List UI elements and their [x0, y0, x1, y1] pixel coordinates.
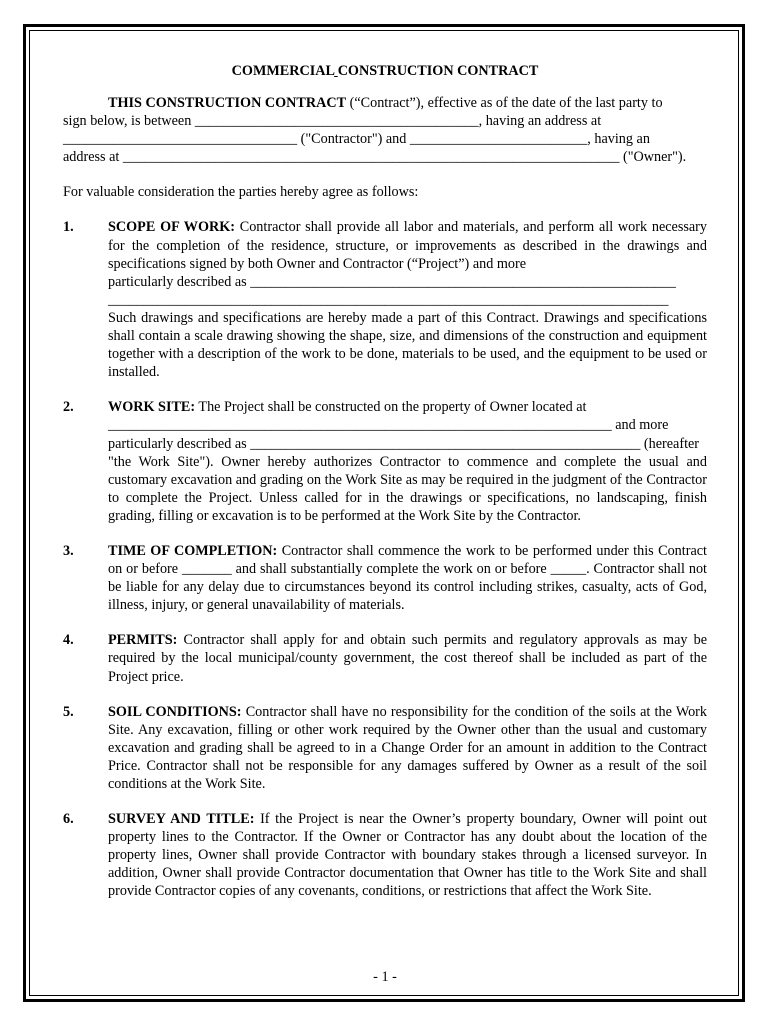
section-number: 5. [63, 703, 74, 720]
document-title [63, 62, 707, 80]
section-soil-conditions [63, 703, 707, 793]
section-blank-line: _______________________________________________________________________ and more [108, 417, 669, 434]
section-number: 6. [63, 811, 74, 828]
title-part-1: COMMERCIAL [231, 63, 335, 79]
section-blank-line: particularly described as _______________________________________________________ (hereafter [108, 435, 700, 452]
title-part-2: CONSTRUCTION CONTRACT [337, 63, 539, 79]
section-heading: WORK SITE: [108, 399, 196, 416]
section-number: 1. [63, 219, 74, 236]
section-heading: PERMITS: [108, 632, 178, 649]
section-permits [63, 631, 707, 685]
section-blank-line: _______________________________________________________________________________ [108, 291, 669, 308]
intro-line-4: address at ______________________________________________________________________ ("Owner"). [63, 149, 687, 166]
section-text: "the Work Site"). Owner hereby authorizes Contractor to commence and complete the usual and customary excavation and grading on the Work Site as may be required in the judgment of the Contractor to complete the Project. Unless called for in the drawings or specifications, no landscaping, finish grading, filling or excavation is to be performed at the Work Site by the Contractor. [108, 453, 707, 524]
section-number: 4. [63, 632, 74, 649]
intro-lead: THIS CONSTRUCTION CONTRACT [108, 95, 347, 111]
page-number: - 1 - [373, 969, 397, 985]
consideration-text: For valuable consideration the parties hereby agree as follows: [63, 184, 419, 201]
section-heading: SOIL CONDITIONS: [108, 703, 242, 720]
section-heading: SURVEY AND TITLE: [108, 811, 255, 828]
section-text: Such drawings and specifications are hereby made a part of this Contract. Drawings and specifications shall contain a scale drawing showing the shape, size, and dimensions of the construction and equipment together with a description of the work to be done, materials to be used, and the equipment to be used or installed. [108, 309, 707, 381]
section-text: Contractor shall commence the work to be performed under this Contract on or before _______ and shall substantially complete the work on or before _____. Contractor shall not be liable for any delay due to circumstances beyond its control including strikes, casualty, acts of God, illness, injury, or general unavailability of materials. [108, 542, 707, 614]
section-text: Contractor shall have no responsibility for the condition of the soils at the Work Site. Any excavation, filling or other work required by the Owner other than the usual and customary excavation and grading shall be agreed to in a Change Order for an amount in addition to the Contract Price. Contractor shall not be responsible for any damages suffered by Owner as a result of the soil conditions at the Work Site. [108, 703, 707, 792]
section-heading: SCOPE OF WORK: [108, 219, 235, 236]
intro-line-3: _________________________________ ("Contractor") and _________________________, having an [63, 131, 650, 148]
section-scope-of-work [63, 218, 707, 381]
section-text: The Project shall be constructed on the property of Owner located at [195, 399, 587, 416]
section-work-site [63, 398, 707, 525]
intro-line-2: sign below, is between ________________________________________, having an address at [63, 113, 602, 130]
section-number: 2. [63, 399, 74, 416]
intro-line-1: (“Contract”), effective as of the date of the last party to [346, 95, 663, 111]
section-text: Contractor shall apply for and obtain such permits and regulatory approvals as may be required by the local municipal/county government, the cost thereof shall be included as part of the Project price. [108, 632, 707, 685]
section-survey-and-title [63, 810, 707, 900]
section-number: 3. [63, 542, 74, 559]
section-text: Contractor shall provide all labor and materials, and perform all work necessary for the completion of the residence, structure, or improvements as described in the drawings and specifications signed by both Owner and Contractor (“Project”) and more [108, 219, 707, 272]
document-body [63, 62, 707, 901]
intro-paragraph [63, 94, 707, 166]
section-text: If the Project is near the Owner’s property boundary, Owner will point out property lines to the Contractor. If the Owner or Contractor has any doubt about the location of the property lines, Owner shall provide Contractor with boundary stakes through a licensed surveyor. In addition, Owner shall provide Contractor documentation that Owner has title to the Work Site and shall provide Contractor copies of any covenants, conditions, or restrictions that affect the Work Site. [108, 811, 707, 900]
section-time-of-completion [63, 542, 707, 614]
section-heading: TIME OF COMPLETION: [108, 542, 278, 559]
section-blank-line: particularly described as ____________________________________________________________ [108, 273, 676, 290]
